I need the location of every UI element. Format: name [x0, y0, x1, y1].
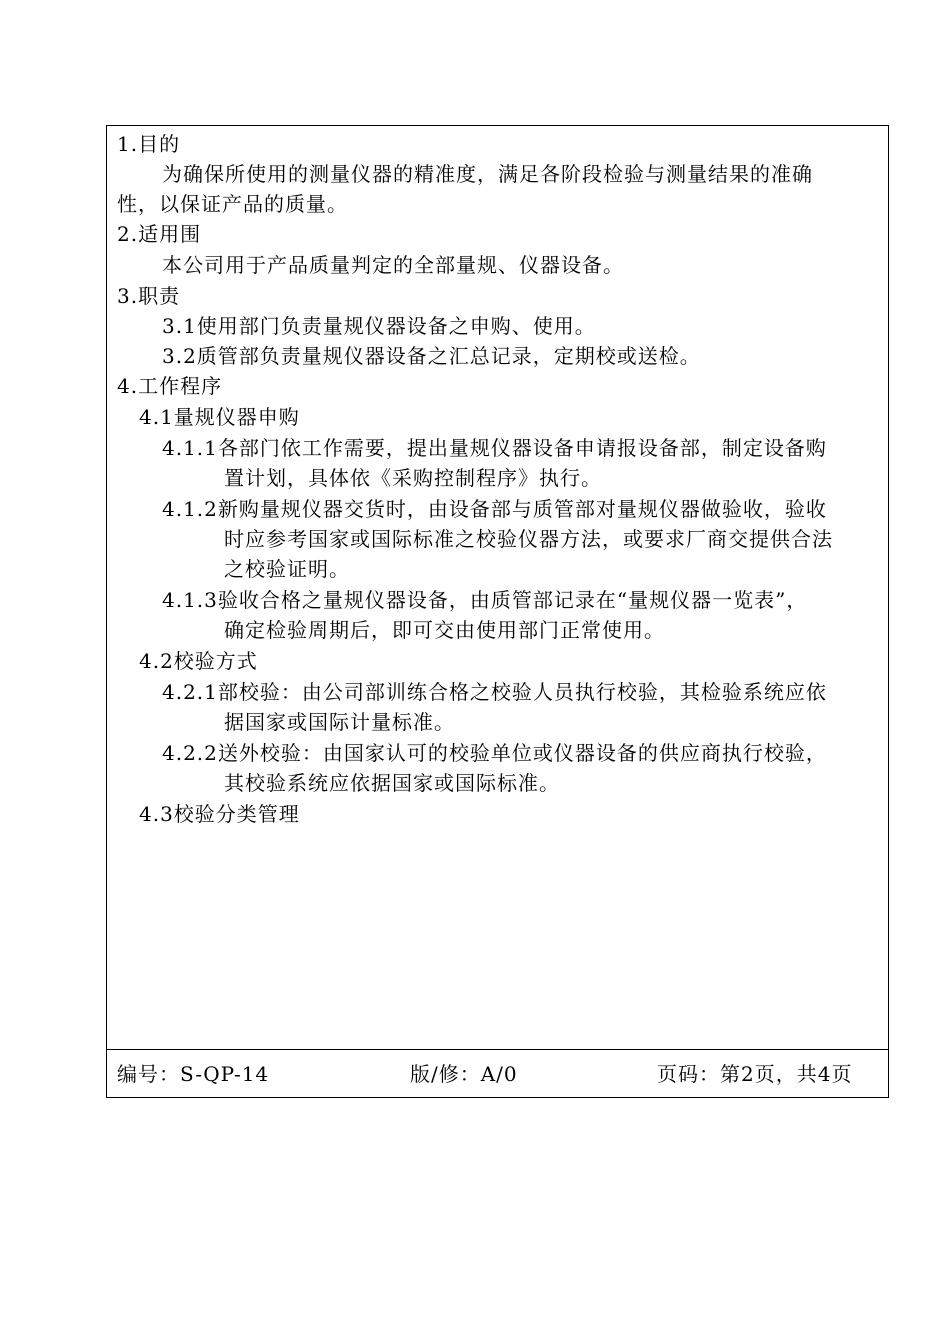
revision-label: 版/修：A/0 — [410, 1062, 518, 1086]
section-2-heading: 2.适用围 — [117, 222, 202, 246]
section-4-1-3-line-1: 4.1.3验收合格之量规仪器设备，由质管部记录在“量规仪器一览表”， — [162, 588, 808, 612]
doc-number: 编号：S-QP-14 — [117, 1062, 270, 1086]
section-4-2-1-line-1: 4.2.1部校验：由公司部训练合格之校验人员执行校验，其检验系统应依 — [162, 680, 827, 704]
section-4-2-2-line-1: 4.2.2送外校验：由国家认可的校验单位或仪器设备的供应商执行校验， — [162, 741, 827, 765]
section-4-1-1-line-1: 4.1.1各部门依工作需要，提出量规仪器设备申请报设备部，制定设备购 — [162, 436, 827, 460]
section-1-text-line-1: 为确保所使用的测量仪器的精准度，满足各阶段检验与测量结果的准确 — [162, 162, 813, 186]
section-4-2-2-line-2: 其校验系统应依据国家或国际标准。 — [224, 771, 560, 795]
section-4-1-2-line-1: 4.1.2新购量规仪器交货时，由设备部与质管部对量规仪器做验收，验收 — [162, 497, 827, 521]
section-4-1-2-line-3: 之校验证明。 — [224, 557, 350, 581]
section-3-1-text: 3.1使用部门负责量规仪器设备之申购、使用。 — [162, 314, 596, 338]
section-4-1-2-line-2: 时应参考国家或国际标准之校验仪器方法，或要求厂商交提供合法 — [224, 527, 833, 551]
section-4-2-1-line-2: 据国家或国际计量标准。 — [224, 710, 455, 734]
section-2-text: 本公司用于产品质量判定的全部量规、仪器设备。 — [162, 253, 624, 277]
document-body — [107, 126, 888, 1049]
section-3-2-text: 3.2质管部负责量规仪器设备之汇总记录，定期校或送检。 — [162, 344, 701, 368]
document-footer — [107, 1049, 888, 1098]
section-1-heading: 1.目的 — [117, 132, 181, 156]
document-frame — [106, 125, 889, 1098]
section-4-heading: 4.工作程序 — [117, 374, 223, 398]
section-1-text-line-2: 性，以保证产品的质量。 — [117, 192, 348, 216]
section-3-heading: 3.职责 — [117, 284, 181, 308]
section-4-3-heading: 4.3校验分类管理 — [139, 802, 300, 826]
section-4-1-3-line-2: 确定检验周期后，即可交由使用部门正常使用。 — [224, 618, 665, 642]
page-number: 页码：第2页，共4页 — [657, 1062, 853, 1086]
section-4-1-1-line-2: 置计划，具体依《采购控制程序》执行。 — [224, 466, 602, 490]
section-4-2-heading: 4.2校验方式 — [139, 649, 258, 673]
section-4-1-heading: 4.1量规仪器申购 — [139, 405, 300, 429]
